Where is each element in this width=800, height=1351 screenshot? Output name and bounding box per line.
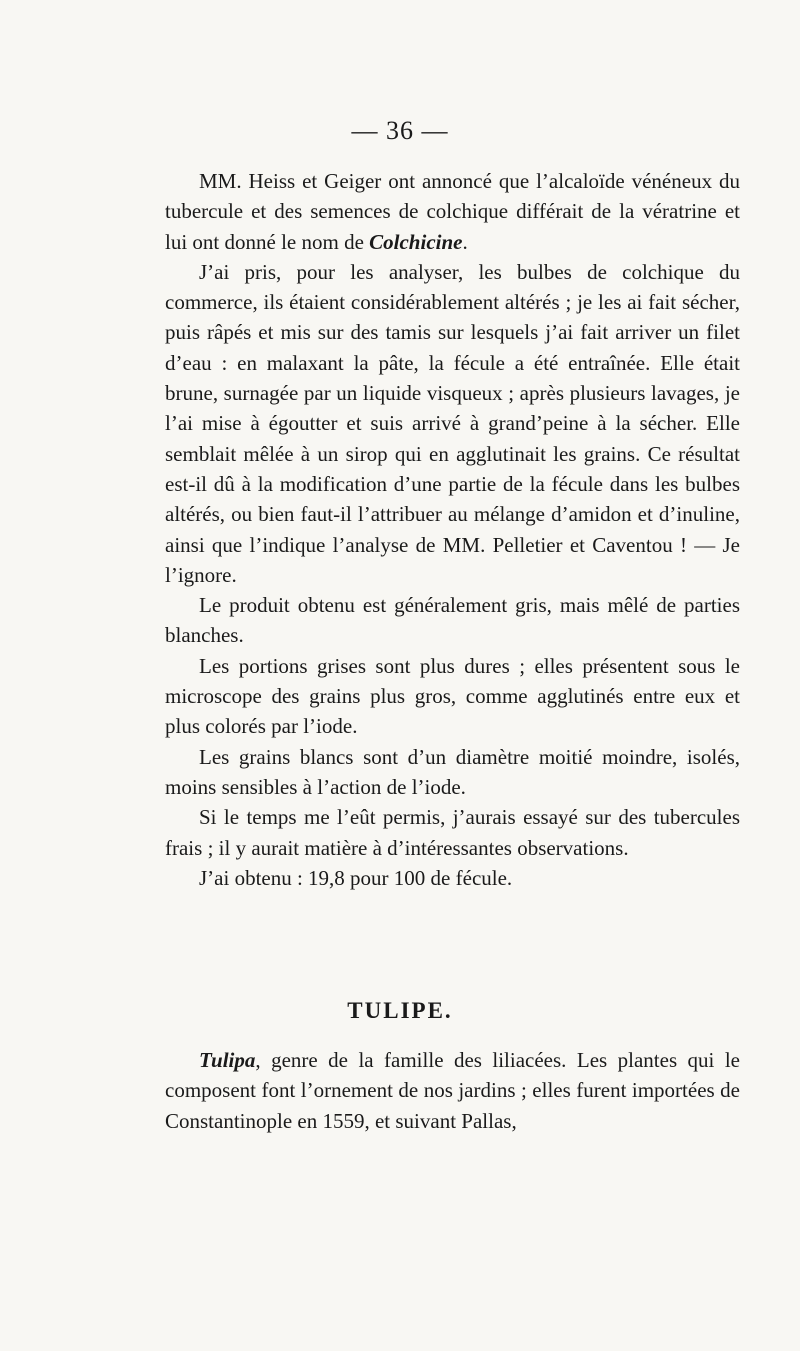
paragraph: J’ai pris, pour les analyser, les bulbes de colchique du commerce, ils étaient considérablement altérés ; je les ai fait sécher, puis râpés et mis sur des tamis sur lesquels j’ai fait arriver un filet d’eau : en malaxant la pâte, la fécule a été entraînée. Elle était brune, surnagée par un liquide visqueux ; après plusieurs lavages, je l’ai mise à égoutter et suis arrivé à grand’peine à la sécher. Elle semblait mêlée à un sirop qui en agglutinait les grains. Ce résultat est-il dû à la modification d’une partie de la fécule dans les bulbes altérés, ou bien faut-il l’attribuer au mélange d’amidon et d’inuline, ainsi que l’indique l’analyse de MM. Pelletier et Caventou ! — Je l’ignore. [165, 259, 740, 587]
paragraph: Les portions grises sont plus dures ; elles présentent sous le microscope des grains plus gros, comme agglutinés entre eux et plus colorés par l’iode. [165, 653, 740, 739]
colchique-text [165, 166, 740, 893]
tulipe-text [165, 1045, 740, 1136]
section-heading: TULIPE. [347, 998, 453, 1023]
paragraph: MM. Heiss et Geiger ont annoncé que l’alcaloïde vénéneux du tubercule et des semences de colchique différait de la vératrine et lui ont donné le nom de Colchicine. [165, 169, 740, 254]
tulipa-term: Tulipa [199, 1048, 256, 1072]
paragraph: Tulipa, genre de la famille des liliacées. Les plantes qui le composent font l’ornement de nos jardins ; elles furent importées de Constantinople en 1559, et suivant Pallas, [165, 1048, 740, 1133]
paragraph: Les grains blancs sont d’un diamètre moitié moindre, isolés, moins sensibles à l’action de l’iode. [165, 744, 740, 799]
paragraph: Le produit obtenu est généralement gris, mais mêlé de parties blanches. [165, 593, 740, 648]
page-number: — 36 — [351, 116, 449, 145]
paragraph: Si le temps me l’eût permis, j’aurais essayé sur des tubercules frais ; il y aurait matière à d’intéressantes observations. [165, 805, 740, 860]
colchicine-term: Colchicine [369, 229, 463, 254]
paragraph: J’ai obtenu : 19,8 pour 100 de fécule. [199, 865, 513, 890]
